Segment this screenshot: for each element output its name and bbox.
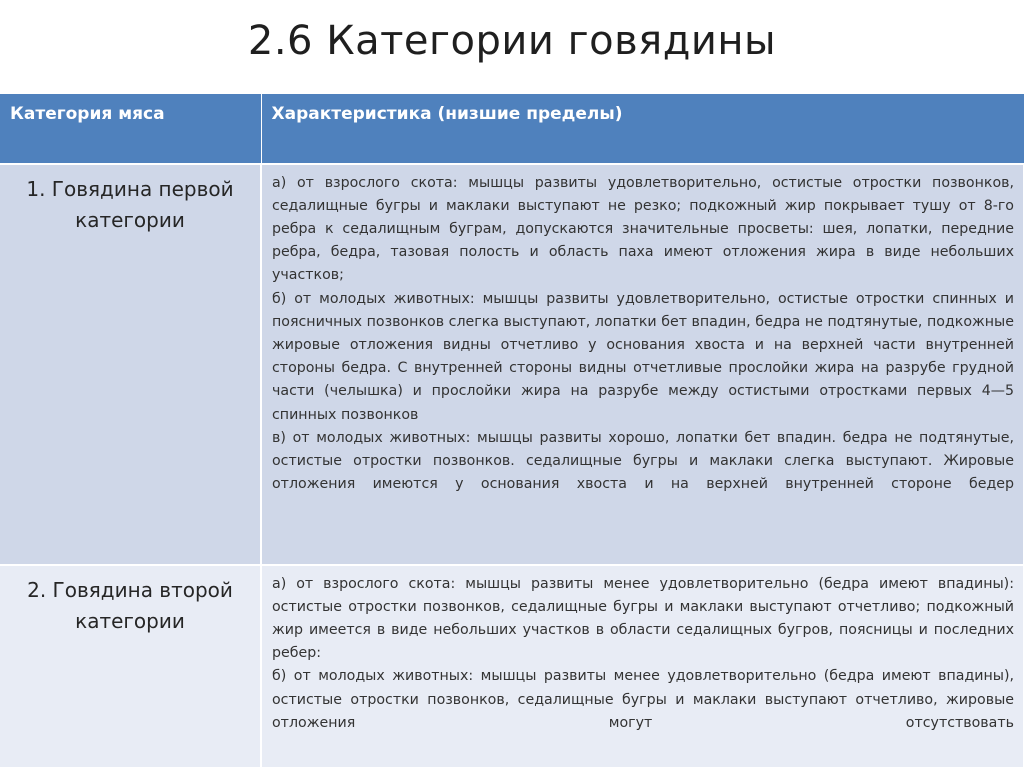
category-cell <box>0 565 261 768</box>
category-label: 2. Говядина второй категории <box>27 577 233 633</box>
description-text <box>263 567 1022 735</box>
column-header-characteristic: Характеристика (низшие пределы) <box>261 94 1024 164</box>
slide-title: 2.6 Категории говядины <box>247 18 777 64</box>
description-cell <box>261 565 1024 768</box>
category-cell <box>0 164 261 565</box>
description-text <box>263 166 1022 497</box>
description-paragraph: б) от молодых животных: мышцы развиты менее удовлетворительно (бедра имеют впадины), остистые отростки позвонков, седалищные бугры и маклаки выступают отчетливо, жировые отложения могут отсутствовать <box>272 668 1014 731</box>
beef-category-table <box>0 93 1024 769</box>
description-paragraph: б) от молодых животных: мышцы развиты удовлетворительно, остистые отростки спинных и поясничных позвонков слегка выступают, лопатки бет впадин, бедра не подтянутые, подкожные жировые отложения видны отчетливо у основания хвоста и на верхней части внутренней стороны бедра. С внутренней стороны видны отчетливые прослойки жира на разрубе грудной части (челышка) и прослойки жира на разрубе между остистыми отростками первых 4—5 спинных позвонков <box>272 290 1014 423</box>
description-paragraph: в) от молодых животных: мышцы развиты хорошо, лопатки бет впадин. бедра не подтянутые, остистые отростки позвонков. седалищные бугры и маклаки слегка выступают. Жировые отложения имеются у основания хвоста и на верхней внутренней стороне бедер <box>272 429 1014 493</box>
description-paragraph: а) от взрослого скота: мышцы развиты удовлетворительно, остистые отростки позвонков, седалищные бугры и маклаки выступают не резко; подкожный жир покрывает тушу от 8-го ребра к седалищным буграм, допускаются значительные просветы: шея, лопатки, передние ребра, бедра, тазовая полость и область паха имеют отложения жира в виде небольших участков; <box>272 174 1014 284</box>
description-cell <box>261 164 1024 565</box>
column-header-category: Категория мяса <box>0 94 261 164</box>
table-header-row <box>0 94 1024 164</box>
table-row <box>0 565 1024 768</box>
category-label: 1. Говядина первой категории <box>26 176 234 232</box>
table-row <box>0 164 1024 565</box>
description-paragraph: а) от взрослого скота: мышцы развиты менее удовлетворительно (бедра имеют впадины): остистые отростки позвонков, седалищные бугры и маклаки выступают отчетливо; подкожный жир имеется в виде небольших участков в области седалищных бугров, поясницы и последних ребер: <box>272 575 1014 662</box>
